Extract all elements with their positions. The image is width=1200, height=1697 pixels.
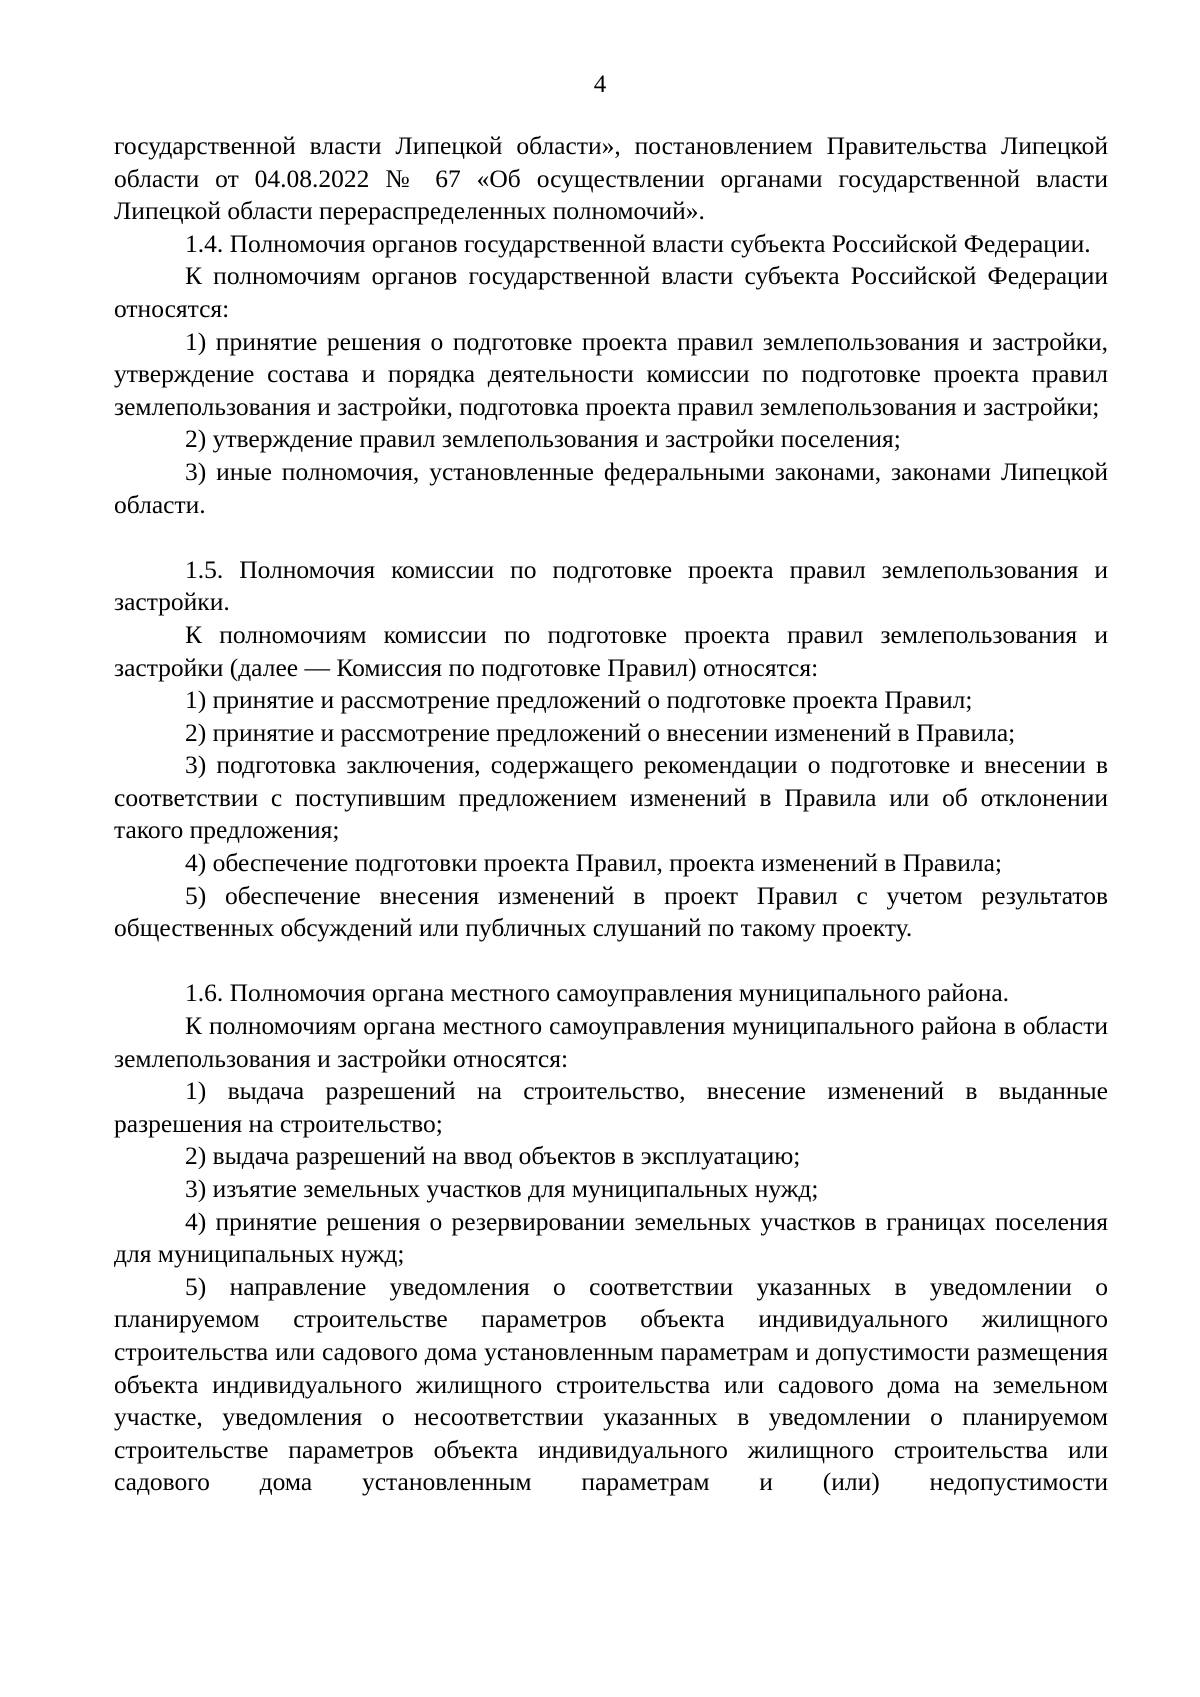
section-1-6-item-2: 2) выдача разрешений на ввод объектов в эксплуатацию; (185, 1141, 801, 1171)
section-1-6-item-3: 3) изъятие земельных участков для муниципальных нужд; (185, 1174, 819, 1203)
section-1-4-title: 1.4. Полномочия органов государственной власти субъекта Российской Федерации. (185, 228, 1091, 258)
section-1-6-item-5: 5) направление уведомления о соответствии указанных в уведомлении о планируемом строительстве параметров объекта индивидуального жилищного строительства или садового дома установленным параметрам и допустимости размещения объекта индивидуального жилищного строительства или садового дома на земельном участке, уведомления о несоответствии указанных в уведомлении о планируемом строительстве параметров объекта индивидуального жилищного строительства или садового дома установленным параметрам и (или) недопустимости (114, 1271, 1108, 1497)
section-1-6-item-1: 1) выдача разрешений на строительство, внесение изменений в выданные разрешения на строительство; (114, 1076, 1108, 1138)
section-1-5-item-5: 5) обеспечение внесения изменений в проект Правил с учетом результатов общественных обсуждений или публичных слушаний по такому проекту. (114, 880, 1108, 943)
section-1-4-item-1: 1) принятие решения о подготовке проекта правил землепользования и застройки, утверждение состава и порядка деятельности комиссии по подготовке проекта правил землепользования и застройки, подготовка проекта правил землепользования и застройки; (114, 326, 1108, 421)
section-gap (114, 521, 1108, 554)
section-1-5-item-2: 2) принятие и рассмотрение предложений о внесении изменений в Правила; (185, 717, 1016, 747)
document-body (114, 130, 1108, 1499)
section-1-5-intro: К полномочиям комиссии по подготовке проекта правил землепользования и застройки (далее — Комиссия по подготовке Правил) относятся: (114, 619, 1108, 682)
section-1-5-item-4: 4) обеспечение подготовки проекта Правил, проекта изменений в Правила; (185, 848, 1003, 878)
section-1-6-title: 1.6. Полномочия органа местного самоуправления муниципального района. (185, 978, 1010, 1008)
section-1-5-item-3: 3) подготовка заключения, содержащего рекомендации о подготовке и внесении в соответствии с поступившим предложением изменений в Правила или об отклонении такого предложения; (114, 750, 1108, 845)
page-number: 4 (593, 71, 607, 98)
section-1-6-item-4: 4) принятие решения о резервировании земельных участков в границах поселения для муниципальных нужд; (114, 1206, 1108, 1269)
section-1-5-item-1: 1) принятие и рассмотрение предложений о подготовке проекта Правил; (185, 685, 973, 715)
paragraph-continuation: государственной власти Липецкой области», постановлением Правительства Липецкой области от 04.08.2022 № 67 «Об осуществлении органами государственной власти Липецкой области перераспределенных полномочий». (114, 131, 1108, 226)
section-1-5-title: 1.5. Полномочия комиссии по подготовке проекта правил землепользования и застройки. (114, 554, 1108, 617)
section-1-4-item-3: 3) иные полномочия, установленные федеральными законами, законами Липецкой области. (114, 456, 1108, 519)
section-1-4-intro: К полномочиям органов государственной власти субъекта Российской Федерации относятся: (114, 261, 1108, 323)
section-gap (114, 945, 1108, 978)
section-1-6-intro: К полномочиям органа местного самоуправления муниципального района в области землепользования и застройки относятся: (114, 1011, 1108, 1073)
section-1-4-item-2: 2) утверждение правил землепользования и застройки поселения; (185, 424, 901, 454)
